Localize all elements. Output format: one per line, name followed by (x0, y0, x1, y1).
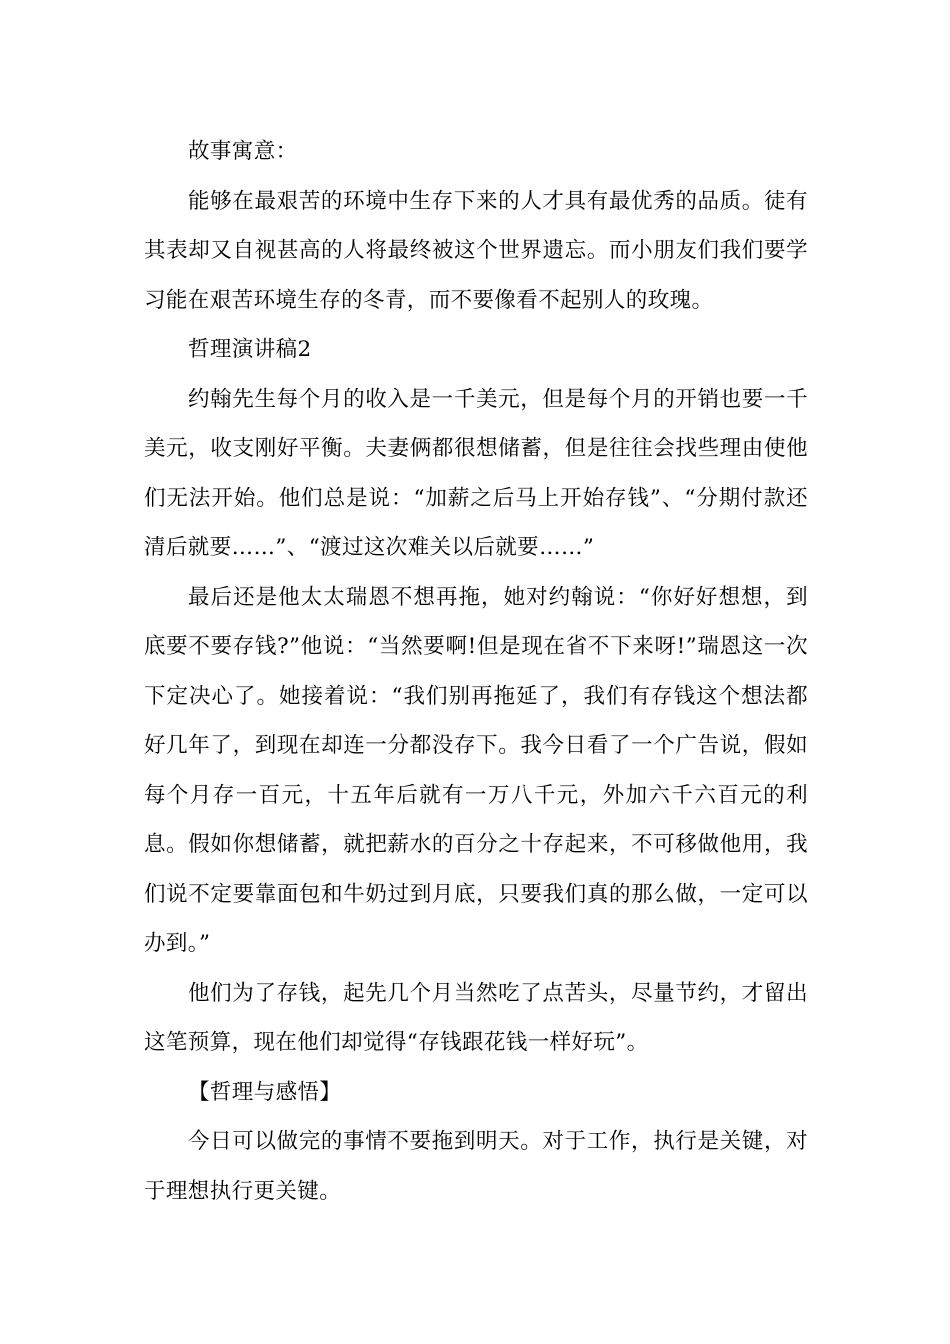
story-moral-heading: 故事寓意： (188, 139, 298, 164)
body-paragraph-1: 约翰先生每个月的收入是一千美元，但是每个月的开销也要一千美元，收支刚好平衡。夫妻俩都很想储蓄，但是往往会找些理由使他们无法开始。他们总是说：“加薪之后马上开始存钱”、“分期付款还清后就要……”、“渡过这次难关以后就要……” (144, 386, 808, 560)
document-page (144, 127, 808, 1216)
story-moral-paragraph: 能够在最艰苦的环境中生存下来的人才具有最优秀的品质。徒有其表却又自视甚高的人将最终被这个世界遗忘。而小朋友们我们要学习能在艰苦环境生存的冬青，而不要像看不起别人的玫瑰。 (144, 188, 808, 313)
reflection-heading: 【哲理与感悟】 (188, 1079, 342, 1105)
speech-title: 哲理演讲稿2 (188, 337, 312, 362)
body-paragraph-3: 他们为了存钱，起先几个月当然吃了点苦头，尽量节约，才留出这笔预算，现在他们却觉得“存钱跟花钱一样好玩”。 (144, 980, 808, 1055)
body-paragraph-2: 最后还是他太太瑞恩不想再拖，她对约翰说：“你好好想想，到底要不要存钱?”他说：“当然要啊!但是现在省不下来呀!”瑞恩这一次下定决心了。她接着说：“我们别再拖延了，我们有存钱这个想法都好几年了，到现在却连一分都没存下。我今日看了一个广告说，假如每个月存一百元，十五年后就有一万八千元，外加六千六百元的利息。假如你想储蓄，就把薪水的百分之十存起来，不可移做他用，我们说不定要靠面包和牛奶过到月底，只要我们真的那么做，一定可以办到。” (144, 584, 808, 956)
reflection-paragraph: 今日可以做完的事情不要拖到明天。对于工作，执行是关键，对于理想执行更关键。 (144, 1129, 808, 1204)
